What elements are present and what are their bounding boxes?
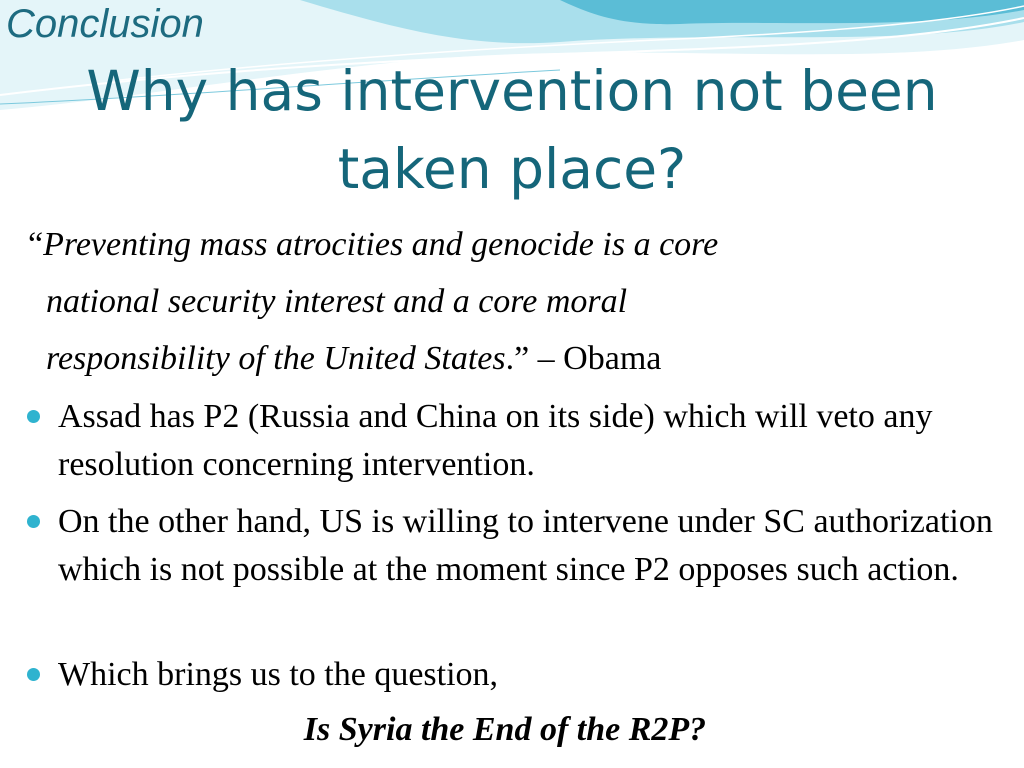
title-line-1: Why has intervention not been	[86, 59, 938, 123]
quote-attribution: .” – Obama	[505, 340, 662, 377]
bullet-item	[58, 393, 1008, 489]
title-line-2: taken place?	[337, 137, 687, 201]
quote-line-3	[28, 330, 988, 387]
obama-quote	[28, 216, 988, 387]
section-label: Conclusion	[6, 2, 204, 46]
quote-open-mark: “	[28, 226, 44, 263]
closing-question: Is Syria the End of the R2P?	[303, 711, 707, 748]
quote-text-3: responsibility of the United States	[46, 340, 506, 377]
bullet-dot-icon	[27, 515, 40, 528]
bullet-item	[58, 651, 1008, 699]
quote-text-1: Preventing mass atrocities and genocide is a core	[43, 226, 719, 263]
bullet-text: Assad has P2 (Russia and China on its side) which will veto any resolution concerning intervention.	[58, 398, 933, 483]
bullet-text: On the other hand, US is willing to intervene under SC authorization which is not possible at the moment since P2 opposes such action.	[58, 503, 993, 588]
quote-text-2: national security interest and a core moral	[46, 283, 628, 320]
bullet-text: Which brings us to the question,	[58, 656, 499, 693]
quote-line-2	[28, 273, 988, 330]
bullet-dot-icon	[27, 410, 40, 423]
bullet-dot-icon	[27, 668, 40, 681]
slide-title	[20, 52, 1004, 208]
quote-line-1	[28, 216, 988, 273]
bullet-item	[58, 498, 1008, 594]
